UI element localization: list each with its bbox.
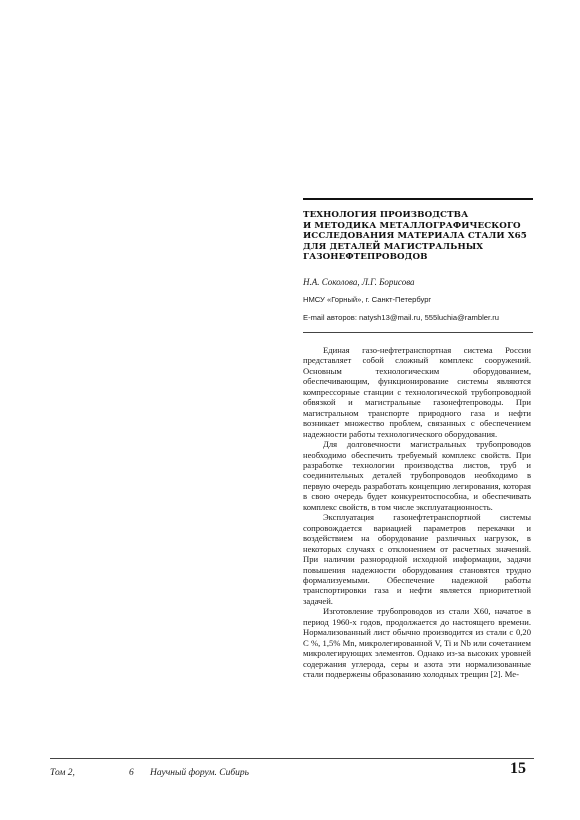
body-paragraph: Единая газо-нефтетранспортная система России представляет собой сложный комплекс сооружений. Основным технологическим оборудованием, обеспечивающим, функционирование системы являются компрессорные станции с технологической трубопроводной обвязкой и магистральные газонефтепроводы. При магистральном транспорте природного газа и нефти возникает множество проблем, связанных с обеспечением надежности работы технологического оборудования.	[303, 345, 531, 439]
header-divider	[303, 332, 533, 333]
body-paragraph: Для долговечности магистральных трубопроводов необходимо обеспечить требуемый комплекс свойств. При разработке технологии производства листов, труб и соединительных деталей трубопроводов необходимо в первую очередь разработать концепцию легирования, которая в свою очередь будет конкурентоспособна, и обеспечивать комплекс свойств, в том числе эксплуатационность.	[303, 439, 531, 512]
title-top-rule	[303, 198, 533, 200]
title-line: ИССЛЕДОВАНИЯ МАТЕРИАЛА СТАЛИ Х65	[303, 231, 527, 242]
title-line: ТЕХНОЛОГИЯ ПРОИЗВОДСТВА	[303, 210, 469, 220]
article-body	[303, 345, 531, 680]
article-authors: Н.А. Соколова, Л.Г. Борисова	[303, 277, 415, 287]
footer-journal-name: Научный форум. Сибирь	[150, 768, 249, 778]
title-line: И МЕТОДИКА МЕТАЛЛОГРАФИЧЕСКОГО	[303, 220, 521, 231]
body-paragraph: Изготовление трубопроводов из стали Х60, начатое в период 1960-х годов, продолжается до настоящего времени. Нормализованный лист обычно производится из стали с 0,20 С %, 1,5% Mn, микролегированной V, Ti и Nb или сочетанием микролегирующих элементов. Однако из-за высоких уровней содержания углерода, серы и азота эти нормализованные стали подвержены образованию холодных трещин [2]. Ме-	[303, 606, 531, 680]
title-line: ГАЗОНЕФТЕПРОВОДОВ	[303, 252, 428, 263]
body-paragraph: Эксплуатация газонефтетранспортной системы сопровождается вариацией параметров перекачки и воздействием на оборудование различных нагрузок, в некоторых случаях с отклонением от расчетных значений. При наличии разнородной исходной информации, задачи повышения надежности оборудования становятся трудно формализуемыми. Обеспечение надежной работы транспортировки газа и нефти является приоритетной задачей.	[303, 512, 531, 606]
title-line: ДЛЯ ДЕТАЛЕЙ МАГИСТРАЛЬНЫХ	[303, 241, 484, 252]
page-number: 15	[510, 760, 526, 777]
footer-issue: 6	[129, 768, 134, 778]
article-title	[303, 210, 538, 263]
footer-volume: Том 2,	[50, 768, 75, 778]
author-affiliation: НМСУ «Горный», г. Санкт-Петербург	[303, 295, 432, 304]
footer-rule	[50, 758, 534, 759]
author-emails: E-mail авторов: natysh13@mail.ru, 555luchia@rambler.ru	[303, 313, 499, 322]
